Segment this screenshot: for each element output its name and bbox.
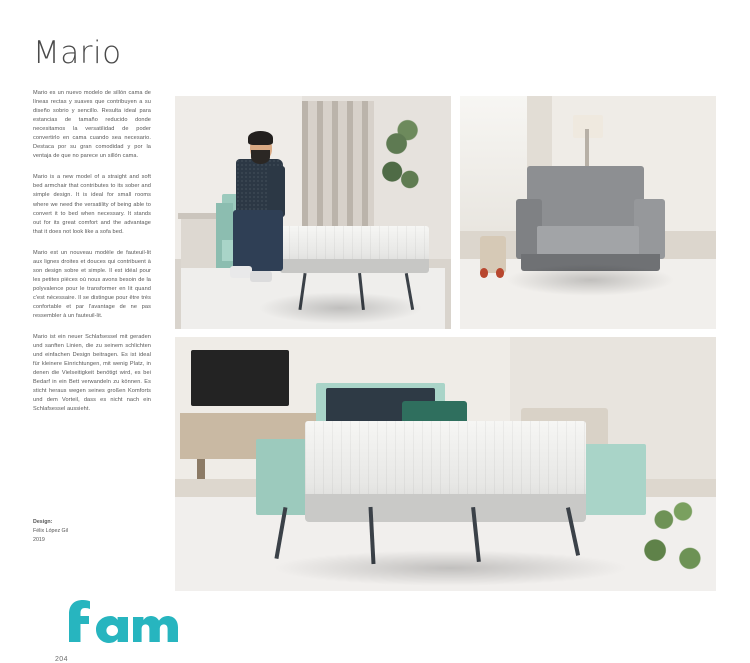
page-title: Mario [33,35,122,71]
designer-name: Félix López Gil [33,528,69,534]
design-label: Design: [33,519,53,525]
design-credits [33,518,68,545]
plant-decor [379,110,423,222]
design-year: 2019 [33,537,45,543]
description-german: Mario ist ein neuer Schlafsessel mit geraden und sanften Linien, die zu seinem schlichten und einfachen Design beitragen. Es ist ideal für kleinere Einrichtungen, mit wenig Platz, in denen die Vielseitigkeit benötigt wird, es bei Bedarf in ein Bett verwandeln zu können. Es sticht heraus wegen seines großen Komforts und dem Vorteil, dass es nicht nach ein Schlafsessel aussieht. [33,334,151,413]
page-number: 204 [55,656,68,663]
sofa-armrest-left [256,439,310,515]
television [191,350,288,406]
armchair-backrest [527,166,645,236]
text-column [33,35,161,663]
product-photo-armchair [460,96,716,329]
plant-decor [629,489,716,591]
product-photo-main [175,96,451,329]
description-french: Mario est un nouveau modèle de fauteuil-lit aux lignes droites et douces qui contribuent à son design sobre et simple. Il est idéal pour les petites pièces où nous avons besoin de la polyvalence pour le transformer en lit quand c'est nécessaire. Il se distingue pour être très confortable et par l'avantage de ne pas ressembler à un fauteuil-lit. [33,249,151,320]
description-spanish: Mario es un nuevo modelo de sillón cama de líneas rectas y suaves que contribuyen a su diseño sobrio y sencillo. Resulta ideal para estancias de tamaño reducido donde necesitamos la versatilidad de poder convertirlo en cama cuando sea necesario. Destaca por su gran comodidad y por la ventaja de que no parece un sillón cama. [33,90,151,160]
product-photo-open-bed [175,337,716,591]
description-english: Mario is a new model of a straight and soft bed armchair that contributes to its sober and simple design. It is ideal for small rooms where we need the versatility of being able to convert it to bed when necessary. It stands out for its great comfort and the advantage that it does not look like a sofa bed. [33,174,151,235]
brand-logo [63,598,193,644]
